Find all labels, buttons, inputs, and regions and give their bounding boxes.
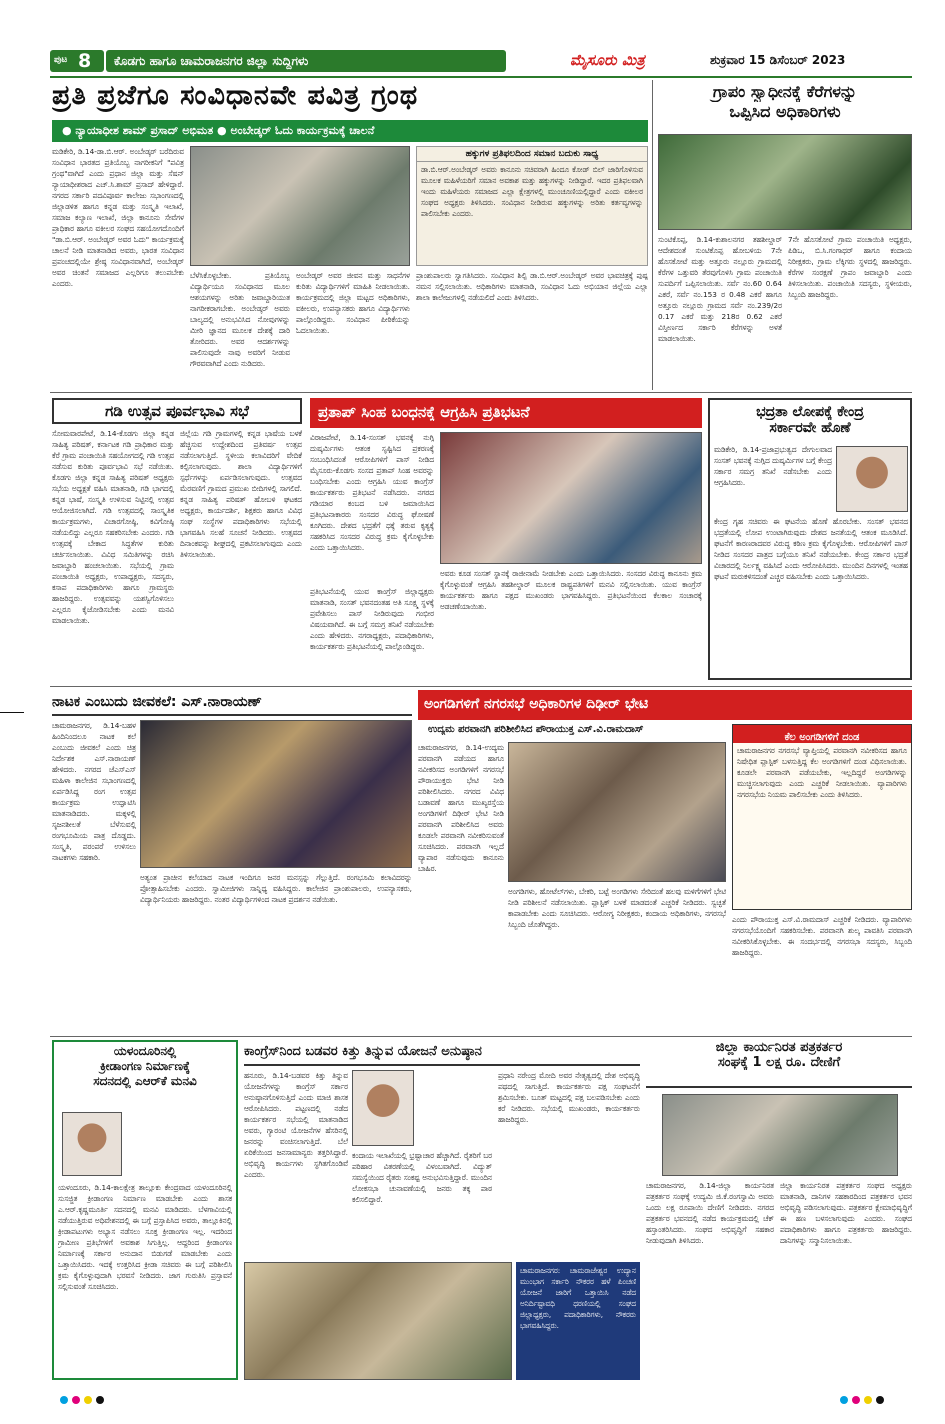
registration-mark [864, 1396, 872, 1404]
congress-headline: ಕಾಂಗ್ರೆಸ್‌ನಿಂದ ಬಡವರ ಕಿತ್ತು ತಿನ್ನುವ ಯೋಜನೆ ಅನುಷ್ಠಾನ [244, 1044, 482, 1059]
gadi-headline-box [52, 398, 302, 424]
gadi-text-col1: ಸೋಮವಾರಪೇಟೆ, ಡಿ.14-ಕೊಡಗು ಜಿಲ್ಲಾ ಕನ್ನಡ ಸಾಹಿತ್ಯ ಪರಿಷತ್, ಕರ್ನಾಟಕ ಗಡಿ ಪ್ರಾಧಿಕಾರ ಮತ್ತು ಕೆರೆ ಗ್ರಾಮ ಪಂಚಾಯಿತಿ ಸಹಯೋಗದಲ್ಲಿ ಗಡಿ ಉತ್ಸವ ನಡೆಸುವ ಕುರಿತು ಪೂರ್ವಭಾವಿ ಸಭೆ ನಡೆಯಿತು. ಕೊಡಗು ಜಿಲ್ಲಾ ಕನ್ನಡ ಸಾಹಿತ್ಯ ಪರಿಷತ್ ಅಧ್ಯಕ್ಷರು ಸಭೆಯ ಅಧ್ಯಕ್ಷತೆ ವಹಿಸಿ ಮಾತನಾಡಿ, ಗಡಿ ಭಾಗದಲ್ಲಿ ಕನ್ನಡ ಭಾಷೆ, ಸಂಸ್ಕೃತಿ ಉಳಿಸುವ ನಿಟ್ಟಿನಲ್ಲಿ ಉತ್ಸವ ಆಯೋಜಿಸಲಾಗಿದೆ. ಗಡಿ ಉತ್ಸವದಲ್ಲಿ ಸಾಂಸ್ಕೃತಿಕ ಕಾರ್ಯಕ್ರಮಗಳು, ವಿಚಾರಗೋಷ್ಠಿ, ಕವಿಗೋಷ್ಠಿ ನಡೆಯಲಿದ್ದು ಎಲ್ಲರೂ ಸಹಕರಿಸಬೇಕು ಎಂದರು. ಗಡಿ ಉತ್ಸವಕ್ಕೆ ಬೇಕಾದ ಸಿದ್ಧತೆಗಳ ಕುರಿತು ಚರ್ಚಿಸಲಾಯಿತು. ವಿವಿಧ ಸಮಿತಿಗಳನ್ನು ರಚಿಸಿ ಜವಾಬ್ದಾರಿ ಹಂಚಲಾಯಿತು. ಸಭೆಯಲ್ಲಿ ಗ್ರಾಮ ಪಂಚಾಯಿತಿ ಅಧ್ಯಕ್ಷರು, ಉಪಾಧ್ಯಕ್ಷರು, ಸದಸ್ಯರು, ಕಸಾಪ ಪದಾಧಿಕಾರಿಗಳು ಹಾಗೂ ಗ್ರಾಮಸ್ಥರು ಹಾಜರಿದ್ದರು. ಉತ್ಸವವನ್ನು ಯಶಸ್ವಿಗೊಳಿಸಲು ಎಲ್ಲರೂ ಕೈಜೋಡಿಸಬೇಕು ಎಂದು ಮನವಿ ಮಾಡಲಾಯಿತು. [52, 429, 174, 625]
stadium-headline-line1: ಯಳಂದೂರಿನಲ್ಲಿ [113, 1044, 177, 1058]
congress-text-right: ಪ್ರಧಾನಿ ನರೇಂದ್ರ ಮೋದಿ ಅವರ ನೇತೃತ್ವದಲ್ಲಿ ದೇಶ ಅಭಿವೃದ್ಧಿ ಪಥದಲ್ಲಿ ಸಾಗುತ್ತಿದೆ. ಕಾರ್ಯಕರ್ತರು ಪಕ್ಷ ಸಂಘಟನೆಗೆ ಶ್ರಮಿಸಬೇಕು. ಬೂತ್ ಮಟ್ಟದಲ್ಲಿ ಪಕ್ಷ ಬಲಪಡಿಸಬೇಕು ಎಂದು ಕರೆ ನೀಡಿದರು. ಸಭೆಯಲ್ಲಿ ಮುಖಂಡರು, ಕಾರ್ಯಕರ್ತರು ಹಾಜರಿದ್ದರು. [498, 1071, 640, 1124]
drama-photo [140, 720, 412, 868]
handover-text-right: 7ನೇ ಹೊಸಕೋಟೆ ಗ್ರಾಮ ಪಂಚಾಯಿತಿ ಅಧ್ಯಕ್ಷರು, ಪಿಡಿಒ, ಬಿ.ಸಿ.ಗಂಗಾಧರ್ ಹಾಗೂ ಕಂದಾಯ ನಿರೀಕ್ಷಕರು, ಗ್ರಾಮ ಲೆಕ್ಕಿಗರು ಸ್ಥಳದಲ್ಲಿ ಹಾಜರಿದ್ದರು. ಕೆರೆಗಳ ಸಂರಕ್ಷಣೆ ಗ್ರಾಪಂ ಜವಾಬ್ದಾರಿ ಎಂದು ತಿಳಿಸಲಾಯಿತು. ಪಂಚಾಯಿತಿ ಸದಸ್ಯರು, ಸ್ಥಳೀಯರು, ಸಿಬ್ಬಂದಿ ಹಾಜರಿದ್ದರು. [788, 235, 912, 299]
page-label: ಪುಟ [54, 55, 68, 65]
protest-text-right: ಪ್ರತಿಭಟನೆಯಲ್ಲಿ ಯುವ ಕಾಂಗ್ರೆಸ್ ಜಿಲ್ಲಾಧ್ಯಕ್ಷರು ಮಾತನಾಡಿ, ಸಂಸತ್ ಭವನದಂತಹ ಅತಿ ಸೂಕ್ಷ್ಮ ಸ್ಥಳಕ್ಕೆ ಪ್ರವೇಶಿಸಲು ಪಾಸ್ ನೀಡಿರುವುದು ಗಂಭೀರ ವಿಷಯವಾಗಿದೆ. ಈ ಬಗ್ಗೆ ಸಮಗ್ರ ತನಿಖೆ ನಡೆಯಬೇಕು ಎಂದು ಹೇಳಿದರು. ನಗರಾಧ್ಯಕ್ಷರು, ಪದಾಧಿಕಾರಿಗಳು, ಕಾರ್ಯಕರ್ತರು ಪ್ರತಿಭಟನೆಯಲ್ಲಿ ಪಾಲ್ಗೊಂಡಿದ್ದರು. [310, 587, 434, 651]
lead-headline: ಪ್ರತಿ ಪ್ರಜೆಗೂ ಸಂವಿಧಾನವೇ ಪವಿತ್ರ ಗ್ರಂಥ [52, 80, 419, 111]
handover-text-left: ಸುಂಟಿಕೊಪ್ಪ, ಡಿ.14-ಕುಶಾಲನಗರ ತಹಶೀಲ್ದಾರ್ ಆದೇಶದಂತೆ ಸುಂಟಿಕೊಪ್ಪ ಹೋಬಳಿಯ 7ನೇ ಹೊಸಕೋಟೆ ಮತ್ತು ಅತ್ತೂರು ನಲ್ಲೂರು ಗ್ರಾಮದಲ್ಲಿ ಕೆರೆಗಳ ಒತ್ತುವರಿ ತೆರವುಗೊಳಿಸಿ ಗ್ರಾಮ ಪಂಚಾಯಿತಿ ಸುಪರ್ದಿಗೆ ಒಪ್ಪಿಸಲಾಯಿತು. ಸರ್ವೆ ನಂ.60 0.64 ಎಕರೆ, ಸರ್ವೆ ನಂ.153 ರ 0.48 ಎಕರೆ ಹಾಗೂ ಅತ್ತೂರು ನಲ್ಲೂರು ಗ್ರಾಮದ ಸರ್ವೆ ನಂ.239/2ರ 0.17 ಎಕರೆ ಮತ್ತು 218ರ 0.62 ಎಕರೆ ವಿಸ್ತೀರ್ಣದ ಸರ್ಕಾರಿ ಕೆರೆಗಳನ್ನು ಅಳತೆ ಮಾಡಲಾಯಿತು. [658, 235, 782, 343]
section-title: ಕೊಡಗು ಹಾಗೂ ಚಾಮರಾಜನಗರ ಜಿಲ್ಲಾ ಸುದ್ದಿಗಳು [114, 54, 309, 68]
raid-box-heading: ಕೆಲ ಅಂಗಡಿಗಳಿಗೆ ದಂಡ [784, 732, 860, 743]
raid-photo [508, 742, 726, 882]
handover-headline-box [658, 82, 912, 130]
journalist-headline-line2: ಸಂಘಕ್ಕೆ 1 ಲಕ್ಷ ರೂ. ದೇಣಿಗೆ [717, 1055, 841, 1070]
lead-intro-text: ಮಡಿಕೇರಿ, ಡಿ.14-ಡಾ.ಬಿ.ಆರ್. ಅಂಬೇಡ್ಕರ್ ಬರೆದಿರುವ ಸಂವಿಧಾನ ಭಾರತದ ಪ್ರತಿಯೊಬ್ಬ ನಾಗರೀಕನಿಗೆ "ಪವಿತ್ರ ಗ್ರಂಥ"ವಾಗಿದೆ ಎಂದು ಪ್ರಧಾನ ಜಿಲ್ಲಾ ಮತ್ತು ಸೆಷನ್ ನ್ಯಾಯಾಧೀಶರಾದ ಎಚ್.ಸಿ.ಶಾಮ್ ಪ್ರಸಾದ್ ಹೇಳಿದ್ದಾರೆ. ನಗರದ ಸರ್ಕಾರಿ ಪದವಿಪೂರ್ವ ಕಾಲೇಜು ಸಭಾಂಗಣದಲ್ಲಿ ಜಿಲ್ಲಾಡಳಿತ ಹಾಗೂ ಕನ್ನಡ ಮತ್ತು ಸಂಸ್ಕೃತಿ ಇಲಾಖೆ, ಸಮಾಜ ಕಲ್ಯಾಣ ಇಲಾಖೆ, ಜಿಲ್ಲಾ ಕಾನೂನು ಸೇವೆಗಳ ಪ್ರಾಧಿಕಾರ ಹಾಗೂ ವಕೀಲರ ಸಂಘದ ಸಹಯೋಗದೊಂದಿಗೆ "ಡಾ.ಬಿ.ಆರ್. ಅಂಬೇಡ್ಕರ್ ಅವರ ಓದು" ಕಾರ್ಯಕ್ರಮಕ್ಕೆ ಚಾಲನೆ ನೀಡಿ ಮಾತನಾಡಿದ ಅವರು, ಭಾರತ ಸಂವಿಧಾನ ಪ್ರಪಂಚದಲ್ಲಿಯೇ ಶ್ರೇಷ್ಠ ಸಂವಿಧಾನವಾಗಿದೆ, ಅಂಬೇಡ್ಕರ್ ಅವರ ಚಿಂತನೆ ಸಮಾಜದ ಎಲ್ಲರಿಗೂ ತಲುಪಬೇಕು ಎಂದರು. [52, 147, 184, 288]
row-rule-1 [50, 392, 912, 393]
pension-caption-box [516, 1262, 640, 1380]
masthead-rule [50, 76, 912, 78]
lead-sidebar-text: ಡಾ.ಬಿ.ಆರ್.ಅಂಬೇಡ್ಕರ್ ಅವರು ಕಾನೂನು ಸಚಿವರಾಗಿ ಹಿಂದೂ ಕೋಡ್ ಬಿಲ್ ಜಾರಿಗೊಳಿಸುವ ಮೂಲಕ ಮಹಿಳೆಯರಿಗೆ ಸಮಾನ ಅವಕಾಶ ಮತ್ತು ಹಕ್ಕುಗಳನ್ನು ನೀಡಿದ್ದಾರೆ. ಇದರ ಪ್ರತಿಫಲವಾಗಿ ಇಂದು ಮಹಿಳೆಯರು ಸಮಾಜದ ಎಲ್ಲಾ ಕ್ಷೇತ್ರಗಳಲ್ಲಿ ಮುಂಚೂಣಿಯಲ್ಲಿದ್ದಾರೆ ಎಂದು ವಕೀಲರ ಸಂಘದ ಅಧ್ಯಕ್ಷರು ತಿಳಿಸಿದರು. ಸಂವಿಧಾನ ನೀಡಿರುವ ಹಕ್ಕುಗಳನ್ನು ಅರಿತು ಕರ್ತವ್ಯಗಳನ್ನು ಪಾಲಿಸಬೇಕು ಎಂದರು. [421, 165, 643, 218]
lead-photo [190, 146, 410, 266]
issue-date: ಶುಕ್ರವಾರ 15 ಡಿಸೆಂಬರ್ 2023 [710, 53, 846, 67]
lead-sidebar-heading: ಹಕ್ಕುಗಳ ಪ್ರತಿಫಲದಿಂದ ಸಮಾನ ಬದುಕು ಸಾಧ್ಯ [417, 147, 647, 162]
congress-text-mid: ಕಂದಾಯ ಇಲಾಖೆಯಲ್ಲಿ ಭ್ರಷ್ಟಾಚಾರ ಹೆಚ್ಚಾಗಿದೆ. ರೈತರಿಗೆ ಬರ ಪರಿಹಾರ ವಿತರಣೆಯಲ್ಲಿ ವಿಳಂಬವಾಗಿದೆ. ವಿದ್ಯುತ್ ಸಮಸ್ಯೆಯಿಂದ ರೈತರು ಸಂಕಷ್ಟ ಅನುಭವಿಸುತ್ತಿದ್ದಾರೆ. ಮುಂದಿನ ಲೋಕಸಭಾ ಚುನಾವಣೆಯಲ್ಲಿ ಜನರು ತಕ್ಕ ಪಾಠ ಕಲಿಸಲಿದ್ದಾರೆ. [352, 1151, 492, 1204]
row-rule-2 [50, 686, 912, 687]
handover-headline-line1: ಗ್ರಾಪಂ ಸ್ವಾಧೀನಕ್ಕೆ ಕೆರೆಗಳನ್ನು [712, 82, 858, 101]
stadium-text: ಯಳಂದೂರು, ಡಿ.14-ಕಾಲಕ್ಷೇತ್ರ ತಾಲ್ಲೂಕು ಕೇಂದ್ರವಾದ ಯಳಂದೂರಿನಲ್ಲಿ ಸುಸಜ್ಜಿತ ಕ್ರೀಡಾಂಗಣ ನಿರ್ಮಾಣ ಮಾಡಬೇಕು ಎಂದು ಶಾಸಕ ಎ.ಆರ್.ಕೃಷ್ಣಮೂರ್ತಿ ಸದನದಲ್ಲಿ ಮನವಿ ಮಾಡಿದರು. ಬೆಳಗಾವಿಯಲ್ಲಿ ನಡೆಯುತ್ತಿರುವ ಅಧಿವೇಶನದಲ್ಲಿ ಈ ಬಗ್ಗೆ ಪ್ರಸ್ತಾಪಿಸಿದ ಅವರು, ತಾಲ್ಲೂಕಿನಲ್ಲಿ ಕ್ರೀಡಾಪಟುಗಳು ಅಭ್ಯಾಸ ನಡೆಸಲು ಸೂಕ್ತ ಕ್ರೀಡಾಂಗಣ ಇಲ್ಲ. ಇದರಿಂದ ಗ್ರಾಮೀಣ ಪ್ರತಿಭೆಗಳಿಗೆ ಅವಕಾಶ ಸಿಗುತ್ತಿಲ್ಲ. ಆದ್ದರಿಂದ ಕ್ರೀಡಾಂಗಣ ನಿರ್ಮಾಣಕ್ಕೆ ಸರ್ಕಾರ ಅನುದಾನ ಬಿಡುಗಡೆ ಮಾಡಬೇಕು ಎಂದು ಒತ್ತಾಯಿಸಿದರು. ಇದಕ್ಕೆ ಉತ್ತರಿಸಿದ ಕ್ರೀಡಾ ಸಚಿವರು ಈ ಬಗ್ಗೆ ಪರಿಶೀಲಿಸಿ ಕ್ರಮ ಕೈಗೊಳ್ಳುವುದಾಗಿ ಭರವಸೆ ನೀಡಿದರು. ಜಾಗ ಗುರುತಿಸಿ ಪ್ರಸ್ತಾವನೆ ಸಲ್ಲಿಸುವಂತೆ ಸೂಚಿಸಿದರು. [58, 1183, 232, 1291]
drama-text-right: ಅತ್ಯಂತ ಪ್ರಾಚೀನ ಕಲೆಯಾದ ನಾಟಕ ಇಂದಿಗೂ ಜನರ ಮನಸ್ಸನ್ನು ಗೆಲ್ಲುತ್ತಿದೆ. ರಂಗಭೂಮಿ ಕಲಾವಿದರನ್ನು ಪ್ರೋತ್ಸಾಹಿಸಬೇಕು ಎಂದರು. ಸ್ವಾಮೀಜಿಗಳು ಸಾನ್ನಿಧ್ಯ ವಹಿಸಿದ್ದರು. ಕಾಲೇಜಿನ ಪ್ರಾಂಶುಪಾಲರು, ಉಪನ್ಯಾಸಕರು, ವಿದ್ಯಾರ್ಥಿನಿಯರು ಹಾಜರಿದ್ದರು. ನಂತರ ವಿದ್ಯಾರ್ಥಿಗಳಿಂದ ನಾಟಕ ಪ್ರದರ್ಶನ ನಡೆಯಿತು. [140, 873, 412, 904]
masthead [50, 48, 912, 74]
journalist-photo [662, 1094, 898, 1176]
protest-headline-bar [310, 398, 702, 428]
protest-text-left: ವಿರಾಜಪೇಟೆ, ಡಿ.14-ಸಂಸತ್ ಭವನಕ್ಕೆ ನುಗ್ಗಿ ದುಷ್ಕರ್ಮಿಗಳು ಆತಂಕ ಸೃಷ್ಟಿಸಿದ ಪ್ರಕರಣಕ್ಕೆ ಸಂಬಂಧಿಸಿದಂತೆ ಆರೋಪಿಗಳಿಗೆ ಪಾಸ್ ನೀಡಿದ ಮೈಸೂರು-ಕೊಡಗು ಸಂಸದ ಪ್ರತಾಪ್ ಸಿಂಹ ಅವರನ್ನು ಬಂಧಿಸಬೇಕು ಎಂದು ಆಗ್ರಹಿಸಿ ಯುವ ಕಾಂಗ್ರೆಸ್ ಕಾರ್ಯಕರ್ತರು ಪ್ರತಿಭಟನೆ ನಡೆಸಿದರು. ನಗರದ ಗಡಿಯಾರ ಕಂಬದ ಬಳಿ ಜಮಾಯಿಸಿದ ಪ್ರತಿಭಟನಾಕಾರರು ಸಂಸದರ ವಿರುದ್ಧ ಘೋಷಣೆ ಕೂಗಿದರು. ದೇಶದ ಭದ್ರತೆಗೆ ಧಕ್ಕೆ ತರುವ ಕೃತ್ಯಕ್ಕೆ ಸಹಕರಿಸಿದ ಸಂಸದರ ವಿರುದ್ಧ ಕ್ರಮ ಕೈಗೊಳ್ಳಬೇಕು ಎಂದು ಒತ್ತಾಯಿಸಿದರು. [310, 433, 434, 552]
stadium-headline-line3: ಸದನದಲ್ಲಿ ಎಆರ್‌ಕೆ ಮನವಿ [93, 1074, 197, 1088]
raid-box-heading-bar [733, 725, 911, 743]
protest-photo [440, 432, 702, 564]
security-portrait [836, 446, 908, 512]
raid-box-after-text: ಎಂದು ಪೌರಾಯುಕ್ತ ಎಸ್.ವಿ.ರಾಮದಾಸ್ ಎಚ್ಚರಿಕೆ ನೀಡಿದರು. ವ್ಯಾಪಾರಿಗಳು ನಗರಸಭೆಯೊಂದಿಗೆ ಸಹಕರಿಸಬೇಕು. ಪರವಾನಗಿ ಶುಲ್ಕ ಪಾವತಿಸಿ ಪರವಾನಗಿ ನವೀಕರಿಸಿಕೊಳ್ಳಬೇಕು. ಈ ಸಂದರ್ಭದಲ್ಲಿ ನಗರಸಭಾ ಸದಸ್ಯರು, ಸಿಬ್ಬಂದಿ ಹಾಜರಿದ್ದರು. [732, 915, 912, 957]
raid-text-right: ಅಂಗಡಿಗಳು, ಹೋಟೆಲ್‌ಗಳು, ಬೇಕರಿ, ಬಟ್ಟೆ ಅಂಗಡಿಗಳು ಸೇರಿದಂತೆ ಹಲವು ಮಳಿಗೆಗಳಿಗೆ ಭೇಟಿ ನೀಡಿ ಪರಿಶೀಲನೆ ನಡೆಸಲಾಯಿತು. ಪ್ಲಾಸ್ಟಿಕ್ ಬಳಕೆ ಮಾಡದಂತೆ ಎಚ್ಚರಿಕೆ ನೀಡಿದರು. ಸ್ವಚ್ಛತೆ ಕಾಪಾಡಬೇಕು ಎಂದು ಸೂಚಿಸಿದರು. ಆರೋಗ್ಯ ನಿರೀಕ್ಷಕರು, ಕಂದಾಯ ಅಧಿಕಾರಿಗಳು, ನಗರಸಭೆ ಸಿಬ್ಬಂದಿ ಜೊತೆಗಿದ್ದರು. [508, 887, 726, 929]
registration-mark [60, 1396, 68, 1404]
congress-portrait [352, 1070, 414, 1146]
registration-mark [840, 1396, 848, 1404]
security-text-top: ಮಡಿಕೇರಿ, ಡಿ.14-ಪ್ರಜಾಪ್ರಭುತ್ವದ ದೇಗುಲವಾದ ಸಂಸತ್ ಭವನಕ್ಕೆ ನುಗ್ಗಿದ ದುಷ್ಕರ್ಮಿಗಳ ಬಗ್ಗೆ ಕೇಂದ್ರ ಸರ್ಕಾರ ಸಮಗ್ರ ತನಿಖೆ ನಡೆಸಬೇಕು ಎಂದು ಆಗ್ರಹಿಸಿದರು. [714, 445, 832, 487]
handover-headline-line2: ಒಪ್ಪಿಸಿದ ಅಧಿಕಾರಿಗಳು [729, 102, 841, 121]
handover-photo [658, 134, 912, 230]
security-headline-line2: ಸರ್ಕಾರವೇ ಹೊಣೆ [769, 420, 851, 436]
congress-text-left: ಹನೂರು, ಡಿ.14-ಬಡವರ ಕಿತ್ತು ತಿನ್ನುವ ಯೋಜನೆಗಳನ್ನು ಕಾಂಗ್ರೆಸ್ ಸರ್ಕಾರ ಅನುಷ್ಠಾನಗೊಳಿಸುತ್ತಿದೆ ಎಂದು ಮಾಜಿ ಶಾಸಕ ಆರೋಪಿಸಿದರು. ಪಟ್ಟಣದಲ್ಲಿ ನಡೆದ ಕಾರ್ಯಕರ್ತರ ಸಭೆಯಲ್ಲಿ ಮಾತನಾಡಿದ ಅವರು, ಗ್ಯಾರಂಟಿ ಯೋಜನೆಗಳ ಹೆಸರಿನಲ್ಲಿ ಜನರನ್ನು ವಂಚಿಸಲಾಗುತ್ತಿದೆ. ಬೆಲೆ ಏರಿಕೆಯಿಂದ ಜನಸಾಮಾನ್ಯರು ತತ್ತರಿಸಿದ್ದಾರೆ. ಅಭಿವೃದ್ಧಿ ಕಾರ್ಯಗಳು ಸ್ಥಗಿತಗೊಂಡಿವೆ ಎಂದರು. [244, 1071, 348, 1179]
gadi-headline: ಗಡಿ ಉತ್ಸವ ಪೂರ್ವಭಾವಿ ಸಭೆ [105, 402, 249, 420]
security-box [708, 398, 912, 680]
registration-mark [72, 1396, 80, 1404]
lead-col4-text: ಪ್ರಾಂಶುಪಾಲರು ಸ್ವಾಗತಿಸಿದರು. ಸಂವಿಧಾನ ಶಿಲ್ಪಿ ಡಾ.ಬಿ.ಆರ್.ಅಂಬೇಡ್ಕರ್ ಅವರ ಭಾವಚಿತ್ರಕ್ಕೆ ಪುಷ್ಪ ನಮನ ಸಲ್ಲಿಸಲಾಯಿತು. ಅಧಿಕಾರಿಗಳು ಮಾತನಾಡಿ, ಸಂವಿಧಾನ ಓದು ಅಭಿಯಾನ ಜಿಲ್ಲೆಯ ಎಲ್ಲಾ ಶಾಲಾ ಕಾಲೇಜುಗಳಲ್ಲಿ ನಡೆಯಲಿದೆ ಎಂದು ತಿಳಿಸಿದರು. [416, 271, 648, 302]
security-headline-line1: ಭದ್ರತಾ ಲೋಪಕ್ಕೆ ಕೇಂದ್ರ [756, 404, 864, 420]
raid-box-text: ಚಾಮರಾಜನಗರ ನಗರಸಭೆ ವ್ಯಾಪ್ತಿಯಲ್ಲಿ ಪರವಾನಗಿ ನವೀಕರಿಸದ ಹಾಗೂ ನಿಷೇಧಿತ ಪ್ಲಾಸ್ಟಿಕ್ ಬಳಸುತ್ತಿದ್ದ ಕೆಲ ಅಂಗಡಿಗಳಿಗೆ ದಂಡ ವಿಧಿಸಲಾಯಿತು. ಕೂಡಲೇ ಪರವಾನಗಿ ಪಡೆಯಬೇಕು, ಇಲ್ಲದಿದ್ದರೆ ಅಂಗಡಿಗಳನ್ನು ಮುಚ್ಚಿಸಲಾಗುವುದು ಎಂದು ಎಚ್ಚರಿಕೆ ನೀಡಲಾಯಿತು. ವ್ಯಾಪಾರಿಗಳು ನಗರಸಭೆಯ ನಿಯಮ ಪಾಲಿಸಬೇಕು ಎಂದು ತಿಳಿಸಿದರು. [737, 746, 907, 799]
registration-mark [84, 1396, 92, 1404]
pension-protest-photo [244, 1262, 512, 1380]
journalist-text-right: ಜಿಲ್ಲಾ ಕಾರ್ಯನಿರತ ಪತ್ರಕರ್ತರ ಸಂಘದ ಅಧ್ಯಕ್ಷರು ಮಾತನಾಡಿ, ದಾನಿಗಳ ಸಹಕಾರದಿಂದ ಪತ್ರಕರ್ತರ ಭವನ ಅಭಿವೃದ್ಧಿ ಪಡಿಸಲಾಗುವುದು. ಪತ್ರಕರ್ತರ ಕ್ಷೇಮಾಭಿವೃದ್ಧಿಗೆ ಈ ಹಣ ಬಳಸಲಾಗುವುದು ಎಂದರು. ಸಂಘದ ಪದಾಧಿಕಾರಿಗಳು ಹಾಗೂ ಪತ್ರಕರ್ತರು ಹಾಜರಿದ್ದರು. ದಾನಿಗಳನ್ನು ಸನ್ಮಾನಿಸಲಾಯಿತು. [780, 1181, 912, 1245]
page-label-badge [50, 50, 104, 72]
raid-box [732, 724, 912, 910]
registration-mark [96, 1396, 104, 1404]
raid-headline: ಅಂಗಡಿಗಳಿಗೆ ನಗರಸಭೆ ಅಧಿಕಾರಿಗಳ ದಿಢೀರ್ ಭೇಟಿ [424, 696, 649, 712]
raid-text-left: ಚಾಮರಾಜನಗರ, ಡಿ.14-ಉದ್ಯಮ ಪರವಾನಗಿ ಪಡೆಯದ ಹಾಗೂ ನವೀಕರಿಸದ ಅಂಗಡಿಗಳಿಗೆ ನಗರಸಭೆ ಪೌರಾಯುಕ್ತರು ಭೇಟಿ ನೀಡಿ ಪರಿಶೀಲಿಸಿದರು. ನಗರದ ವಿವಿಧ ಬಡಾವಣೆ ಹಾಗೂ ಮುಖ್ಯರಸ್ತೆಯ ಅಂಗಡಿಗಳಿಗೆ ದಿಢೀರ್ ಭೇಟಿ ನೀಡಿ ಪರವಾನಗಿ ಪರಿಶೀಲಿಸಿದ ಅವರು ಕೂಡಲೇ ಪರವಾನಗಿ ನವೀಕರಿಸುವಂತೆ ಸೂಚಿಸಿದರು. ಪರವಾನಗಿ ಇಲ್ಲದೆ ವ್ಯಾಪಾರ ನಡೆಸುವುದು ಕಾನೂನು ಬಾಹಿರ. [418, 743, 504, 873]
raid-headline-bar [418, 690, 912, 720]
pension-caption: ಚಾಮರಾಜನಗರ: ಚಾಮರಾಜೇಶ್ವರ ಉದ್ಯಾನ ಮುಂಭಾಗ ಸರ್ಕಾರಿ ನೌಕರರ ಹಳೆ ಪಿಂಚಣಿ ಯೋಜನೆ ಜಾರಿಗೆ ಒತ್ತಾಯಿಸಿ ನಡೆದ ಅನಿರ್ದಿಷ್ಟಾವಧಿ ಧರಣಿಯಲ್ಲಿ ಸಂಘದ ಜಿಲ್ಲಾಧ್ಯಕ್ಷರು, ಪದಾಧಿಕಾರಿಗಳು, ನೌಕರರು ಭಾಗವಹಿಸಿದ್ದರು. [520, 1266, 636, 1330]
journalist-headline-box [646, 1040, 912, 1088]
journalist-text-left: ಚಾಮರಾಜನಗರ, ಡಿ.14-ಜಿಲ್ಲಾ ಕಾರ್ಯನಿರತ ಪತ್ರಕರ್ತರ ಸಂಘಕ್ಕೆ ಉದ್ಯಮಿ ಜಿ.ಕೆ.ರಂಗಸ್ವಾಮಿ ಅವರು ಒಂದು ಲಕ್ಷ ರೂಪಾಯಿ ದೇಣಿಗೆ ನೀಡಿದರು. ನಗರದ ಪತ್ರಕರ್ತರ ಭವನದಲ್ಲಿ ನಡೆದ ಕಾರ್ಯಕ್ರಮದಲ್ಲಿ ಚೆಕ್ ಹಸ್ತಾಂತರಿಸಿದರು. ಸಂಘದ ಅಭಿವೃದ್ಧಿಗೆ ಸಹಕಾರ ನೀಡುವುದಾಗಿ ತಿಳಿಸಿದರು. [646, 1181, 774, 1245]
lead-col2-text: ಬೆಳೆಸಿಕೊಳ್ಳಬೇಕು. ಪ್ರತಿಯೊಬ್ಬ ವಿದ್ಯಾರ್ಥಿಯೂ ಸಂವಿಧಾನದ ಮೂಲ ಆಶಯಗಳನ್ನು ಅರಿತು ಜವಾಬ್ದಾರಿಯುತ ನಾಗರೀಕರಾಗಬೇಕು. ಅಂಬೇಡ್ಕರ್ ಅವರು ಬಾಲ್ಯದಲ್ಲಿ ಅನುಭವಿಸಿದ ನೋವುಗಳನ್ನು ಮೀರಿ ಜ್ಞಾನದ ಮೂಲಕ ದೇಶಕ್ಕೆ ದಾರಿ ತೋರಿದರು. ಅವರ ಆದರ್ಶಗಳನ್ನು ಪಾಲಿಸುವುದೇ ನಾವು ಅವರಿಗೆ ನೀಡುವ ಗೌರವವಾಗಿದೆ ಎಂದು ನುಡಿದರು. [190, 271, 290, 368]
lead-sidebar-box [416, 146, 648, 266]
lead-subhead: ● ನ್ಯಾಯಾಧೀಶ ಶಾಮ್ ಪ್ರಸಾದ್ ಅಭಿಮತ ● ಅಂಬೇಡ್ಕರ್ ಓದು ಕಾರ್ಯಕ್ರಮಕ್ಕೆ ಚಾಲನೆ [62, 124, 375, 137]
page-number: 8 [78, 50, 92, 72]
paper-name: ಮೈಸೂರು ಮಿತ್ರ [570, 51, 645, 69]
security-text-bottom: ಕೇಂದ್ರ ಗೃಹ ಸಚಿವರು ಈ ಘಟನೆಯ ಹೊಣೆ ಹೊರಬೇಕು. ಸಂಸತ್ ಭವನದ ಭದ್ರತೆಯಲ್ಲಿ ಲೋಪ ಉಂಟಾಗಿರುವುದು ದೇಶದ ಜನತೆಯಲ್ಲಿ ಆತಂಕ ಮೂಡಿಸಿದೆ. ಘಟನೆಗೆ ಕಾರಣರಾದವರ ವಿರುದ್ಧ ಕಠಿಣ ಕ್ರಮ ಕೈಗೊಳ್ಳಬೇಕು. ಆರೋಪಿಗಳಿಗೆ ಪಾಸ್ ನೀಡಿದ ಸಂಸದರ ಪಾತ್ರದ ಬಗ್ಗೆಯೂ ತನಿಖೆ ನಡೆಯಬೇಕು. ಕೇಂದ್ರ ಸರ್ಕಾರ ಭದ್ರತೆ ವಿಚಾರದಲ್ಲಿ ನಿರ್ಲಕ್ಷ್ಯ ವಹಿಸಿದೆ ಎಂದು ಆರೋಪಿಸಿದರು. ಮುಂದಿನ ದಿನಗಳಲ್ಲಿ ಇಂತಹ ಘಟನೆ ಮರುಕಳಿಸದಂತೆ ಎಚ್ಚರ ವಹಿಸಬೇಕು ಎಂದು ಒತ್ತಾಯಿಸಿದರು. [714, 517, 908, 581]
congress-headline-box [244, 1040, 640, 1066]
col-divider [652, 80, 653, 390]
stadium-box [52, 1040, 238, 1380]
section-title-box [106, 50, 506, 72]
drama-headline-box [52, 690, 412, 716]
raid-subhead: ಉದ್ಯಮ ಪರವಾನಗಿ ಪರಿಶೀಲಿಸಿದ ಪೌರಾಯುಕ್ತ ಎಸ್.ವಿ.ರಾಮದಾಸ್ [428, 724, 644, 735]
journalist-headline-line1: ಜಿಲ್ಲಾ ಕಾರ್ಯನಿರತ ಪತ್ರಕರ್ತರ [715, 1040, 843, 1055]
registration-mark [852, 1396, 860, 1404]
margin-tick [0, 712, 24, 713]
lead-col3-text: ಅಂಬೇಡ್ಕರ್ ಅವರ ಜೀವನ ಮತ್ತು ಸಾಧನೆಗಳ ಕುರಿತು ವಿದ್ಯಾರ್ಥಿಗಳಿಗೆ ಮಾಹಿತಿ ನೀಡಲಾಯಿತು. ಕಾರ್ಯಕ್ರಮದಲ್ಲಿ ಜಿಲ್ಲಾ ಮಟ್ಟದ ಅಧಿಕಾರಿಗಳು, ವಕೀಲರು, ಉಪನ್ಯಾಸಕರು ಹಾಗೂ ವಿದ್ಯಾರ್ಥಿಗಳು ಪಾಲ್ಗೊಂಡಿದ್ದರು. ಸಂವಿಧಾನ ಪೀಠಿಕೆಯನ್ನು ಓದಲಾಯಿತು. [296, 271, 410, 335]
registration-mark [876, 1396, 884, 1404]
lead-subhead-bar [52, 120, 648, 142]
protest-text-bottom: ಅವರು ಕೂಡ ಸಂಸತ್ ಸ್ಥಾನಕ್ಕೆ ರಾಜೀನಾಮೆ ನೀಡಬೇಕು ಎಂದು ಒತ್ತಾಯಿಸಿದರು. ಸಂಸದರ ವಿರುದ್ಧ ಕಾನೂನು ಕ್ರಮ ಕೈಗೊಳ್ಳುವಂತೆ ಆಗ್ರಹಿಸಿ ತಹಶೀಲ್ದಾರ್ ಮೂಲಕ ರಾಷ್ಟ್ರಪತಿಗಳಿಗೆ ಮನವಿ ಸಲ್ಲಿಸಲಾಯಿತು. ಯುವ ಕಾಂಗ್ರೆಸ್ ಕಾರ್ಯಕರ್ತರು ಹಾಗೂ ಪಕ್ಷದ ಮುಖಂಡರು ಭಾಗವಹಿಸಿದ್ದರು. ಪ್ರತಿಭಟನೆಯಿಂದ ಕೆಲಕಾಲ ಸಂಚಾರಕ್ಕೆ ಅಡಚಣೆಯಾಯಿತು. [440, 569, 702, 611]
protest-headline: ಪ್ರತಾಪ್ ಸಿಂಹ ಬಂಧನಕ್ಕೆ ಆಗ್ರಹಿಸಿ ಪ್ರತಿಭಟನೆ [318, 403, 530, 421]
stadium-headline-line2: ಕ್ರೀಡಾಂಗಣ ನಿರ್ಮಾಣಕ್ಕೆ [99, 1059, 190, 1073]
gadi-text-col2: ಜಿಲ್ಲೆಯ ಗಡಿ ಗ್ರಾಮಗಳಲ್ಲಿ ಕನ್ನಡ ಭಾಷೆಯ ಬಳಕೆ ಹೆಚ್ಚಿಸುವ ಉದ್ದೇಶದಿಂದ ಪ್ರತಿವರ್ಷ ಉತ್ಸವ ನಡೆಸಲಾಗುತ್ತಿದೆ. ಸ್ಥಳೀಯ ಕಲಾವಿದರಿಗೆ ವೇದಿಕೆ ಕಲ್ಪಿಸಲಾಗುವುದು. ಶಾಲಾ ವಿದ್ಯಾರ್ಥಿಗಳಿಗೆ ಸ್ಪರ್ಧೆಗಳನ್ನು ಏರ್ಪಡಿಸಲಾಗುವುದು. ಉತ್ಸವದ ಮೆರವಣಿಗೆ ಗ್ರಾಮದ ಪ್ರಮುಖ ಬೀದಿಗಳಲ್ಲಿ ಸಾಗಲಿದೆ. ಕನ್ನಡ ಸಾಹಿತ್ಯ ಪರಿಷತ್ ಹೋಬಳಿ ಘಟಕದ ಅಧ್ಯಕ್ಷರು, ಕಾರ್ಯದರ್ಶಿ, ಶಿಕ್ಷಕರು ಹಾಗೂ ವಿವಿಧ ಸಂಘ ಸಂಸ್ಥೆಗಳ ಪದಾಧಿಕಾರಿಗಳು ಸಭೆಯಲ್ಲಿ ಭಾಗವಹಿಸಿ ಸಲಹೆ ಸೂಚನೆ ನೀಡಿದರು. ಉತ್ಸವದ ದಿನಾಂಕವನ್ನು ಶೀಘ್ರದಲ್ಲಿ ಪ್ರಕಟಿಸಲಾಗುವುದು ಎಂದು ತಿಳಿಸಲಾಯಿತು. [180, 429, 302, 559]
stadium-portrait [62, 1112, 122, 1176]
drama-headline: ನಾಟಕ ಎಂಬುದು ಜೀವಕಲೆ: ಎಸ್.ನಾರಾಯಣ್ [52, 694, 262, 710]
row-rule-3 [50, 1036, 912, 1037]
drama-text-left: ಚಾಮರಾಜನಗರ, ಡಿ.14-ಬಹಳ ಹಿಂದಿನಿಂದಲೂ ನಾಟಕ ಕಲೆ ಎಂಬುದು ಜೀವಕಲೆ ಎಂದು ಚಿತ್ರ ನಿರ್ದೇಶಕ ಎಸ್.ನಾರಾಯಣ್ ಹೇಳಿದರು. ನಗರದ ಜೆಎಸ್ಎಸ್ ಮಹಿಳಾ ಕಾಲೇಜಿನ ಸಭಾಂಗಣದಲ್ಲಿ ಏರ್ಪಡಿಸಿದ್ದ ರಂಗ ಉತ್ಸವ ಕಾರ್ಯಕ್ರಮ ಉದ್ಘಾಟಿಸಿ ಮಾತನಾಡಿದರು. ಮಕ್ಕಳಲ್ಲಿ ಸೃಜನಶೀಲತೆ ಬೆಳೆಸುವಲ್ಲಿ ರಂಗಭೂಮಿಯ ಪಾತ್ರ ದೊಡ್ಡದು. ಸಂಸ್ಕೃತಿ, ಪರಂಪರೆ ಉಳಿಸಲು ನಾಟಕಗಳು ಸಹಕಾರಿ. [52, 721, 136, 862]
